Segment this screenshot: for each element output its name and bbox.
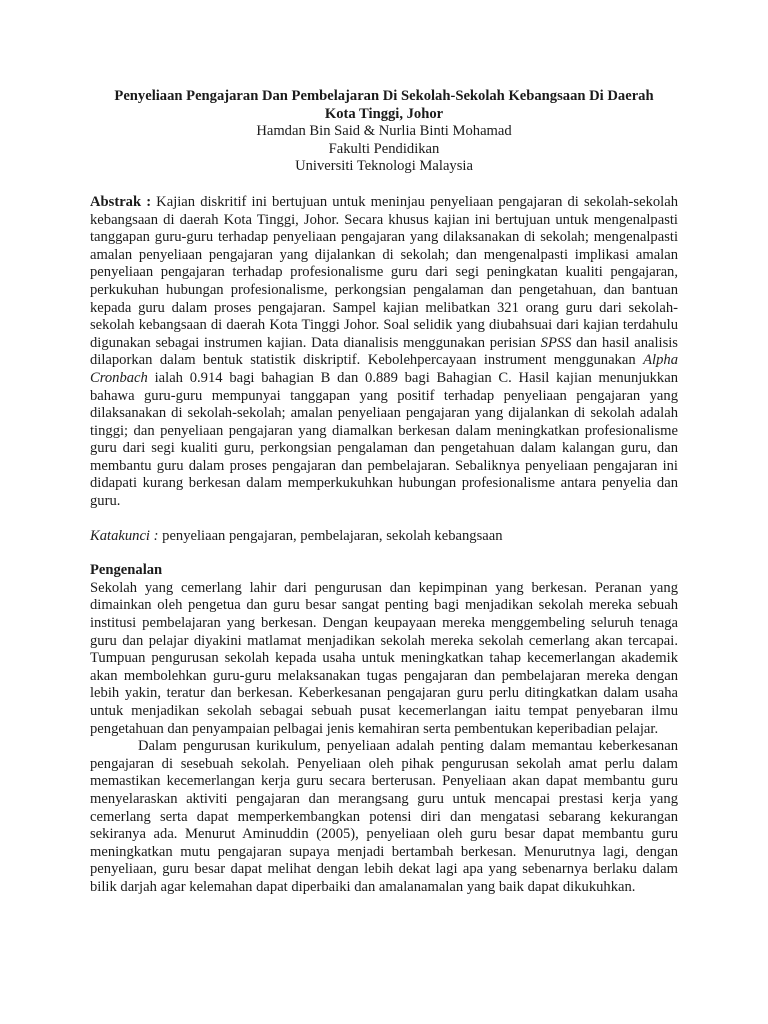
keywords-line (90, 528, 678, 546)
abstract-text-part-3: ialah 0.914 bagi bahagian B dan 0.889 bagi Bahagian C. Hasil kajian menunjukkan bahawa guru-guru mempunyai tanggapan yang positif terhadap penyeliaan pengajaran yang dilaksanakan di sekolah-sekolah; amalan penyeliaan pengajaran yang dijalankan di sekolah adalah tinggi; dan penyeliaan pengajaran yang diamalkan berkesan dalam meningkatkan profesionalisme guru dari segi kualiti guru, perkongsian pengalaman dan pengetahuan dalam kalangan guru, dan membantu guru dalam proses pengajaran dan pembelajaran. Sebaliknya penyeliaan pengajaran ini didapati kurang berkesan dalam memperkukuhkan hubungan profesionalisme antara penyelia dan guru. (90, 369, 678, 510)
abstract-label: Abstrak : (90, 193, 152, 210)
section-heading-introduction: Pengenalan (90, 562, 163, 579)
title-block (90, 88, 678, 176)
abstract-text-part-1: Kajian diskritif ini bertujuan untuk meninjau penyeliaan pengajaran di sekolah-sekolah kebangsaan di daerah Kota Tinggi, Johor. Secara khusus kajian ini bertujuan untuk mengenalpasti tanggapan guru-guru terhadap penyeliaan pengajaran yang dilaksanakan di sekolah; mengenalpasti amalan penyeliaan pengajaran yang dijalankan di sekolah; dan mengenalpasti implikasi amalan penyeliaan pengajaran terhadap profesionalisme guru dari segi peningkatan kualiti pengajaran, perkukuhan hubungan profesionalisme, perkongsian pengalaman dan pengetahuan, dan bantuan kepada guru dalam proses pengajaran. Sampel kajian melibatkan 321 orang guru dari sekolah-sekolah kebangsaan di daerah Kota Tinggi Johor. Soal selidik yang diubahsuai dari kajian terdahulu digunakan sebagai instrumen kajian. Data dianalisis menggunakan perisian (90, 193, 678, 351)
alpha-cronbach-term: Alpha Cronbach (90, 352, 678, 386)
paper-title-line-2: Kota Tinggi, Johor (324, 105, 444, 122)
abstract-text-part-2: dan hasil analisis dilaporkan dalam bentuk statistik diskriptif. Kebolehpercayaan instrument menggunakan (90, 334, 678, 369)
spss-term: SPSS (540, 334, 572, 351)
introduction-paragraph-1: Sekolah yang cemerlang lahir dari pengurusan dan kepimpinan yang berkesan. Peranan yang dimainkan oleh pengetua dan guru besar sangat penting bagi menjadikan sekolah mereka sebuah institusi pembelajaran yang berkesan. Dengan keupayaan mereka menggembeling seluruh tenaga guru dan pelajar diyakini matlamat menjadikan sekolah mereka sekolah cemerlang akan tercapai. Tumpuan pengurusan sekolah kepada usaha untuk meningkatkan tahap kecemerlangan akademik akan membolehkan guru-guru melaksanakan tugas pengajaran dan pembelajaran mereka dengan lebih yakin, teratur dan berkesan. Keberkesanan pengajaran guru perlu ditingkatkan dalam usaha untuk menjadikan sekolah sebagai sebuah pusat kecemerlangan iaitu tempat penyebaran ilmu pengetahuan dan penyampaian pelbagai jenis kemahiran serta pembentukan keperibadian pelajar. (90, 579, 678, 737)
abstract-paragraph (90, 194, 678, 511)
keywords-text: penyeliaan pengajaran, pembelajaran, sekolah kebangsaan (158, 527, 503, 544)
university-name: Universiti Teknologi Malaysia (295, 158, 473, 175)
faculty-name: Fakulti Pendidikan (328, 140, 440, 157)
paper-title-line-1: Penyeliaan Pengajaran Dan Pembelajaran Di Sekolah-Sekolah Kebangsaan Di Daerah (114, 88, 654, 104)
keywords-label: Katakunci : (90, 527, 159, 544)
author-names: Hamdan Bin Said & Nurlia Binti Mohamad (256, 123, 512, 140)
introduction-paragraph-2: Dalam pengurusan kurikulum, penyeliaan adalah penting dalam memantau keberkesanan pengajaran di sesebuah sekolah. Penyeliaan oleh pihak pengurusan sekolah amat perlu dalam memastikan kecemerlangan kerja guru secara berterusan. Penyeliaan akan dapat membantu guru menyelaraskan aktiviti pengajaran dan merangsang guru untuk mencapai prestasi kerja yang cemerlang serta dapat memperkembangkan potensi diri dan mengatasi sebarang kekurangan sekiranya ada. Menurut Aminuddin (2005), penyeliaan oleh guru besar dapat membantu guru meningkatkan mutu pengajaran supaya menjadi bertambah berkesan. Menurutnya lagi, dengan penyeliaan, guru besar dapat melihat dengan lebih dekat lagi apa yang sebenarnya berlaku dalam bilik darjah agar kelemahan dapat diperbaiki dan amalanamalan yang baik dapat dikukuhkan. (90, 738, 678, 895)
